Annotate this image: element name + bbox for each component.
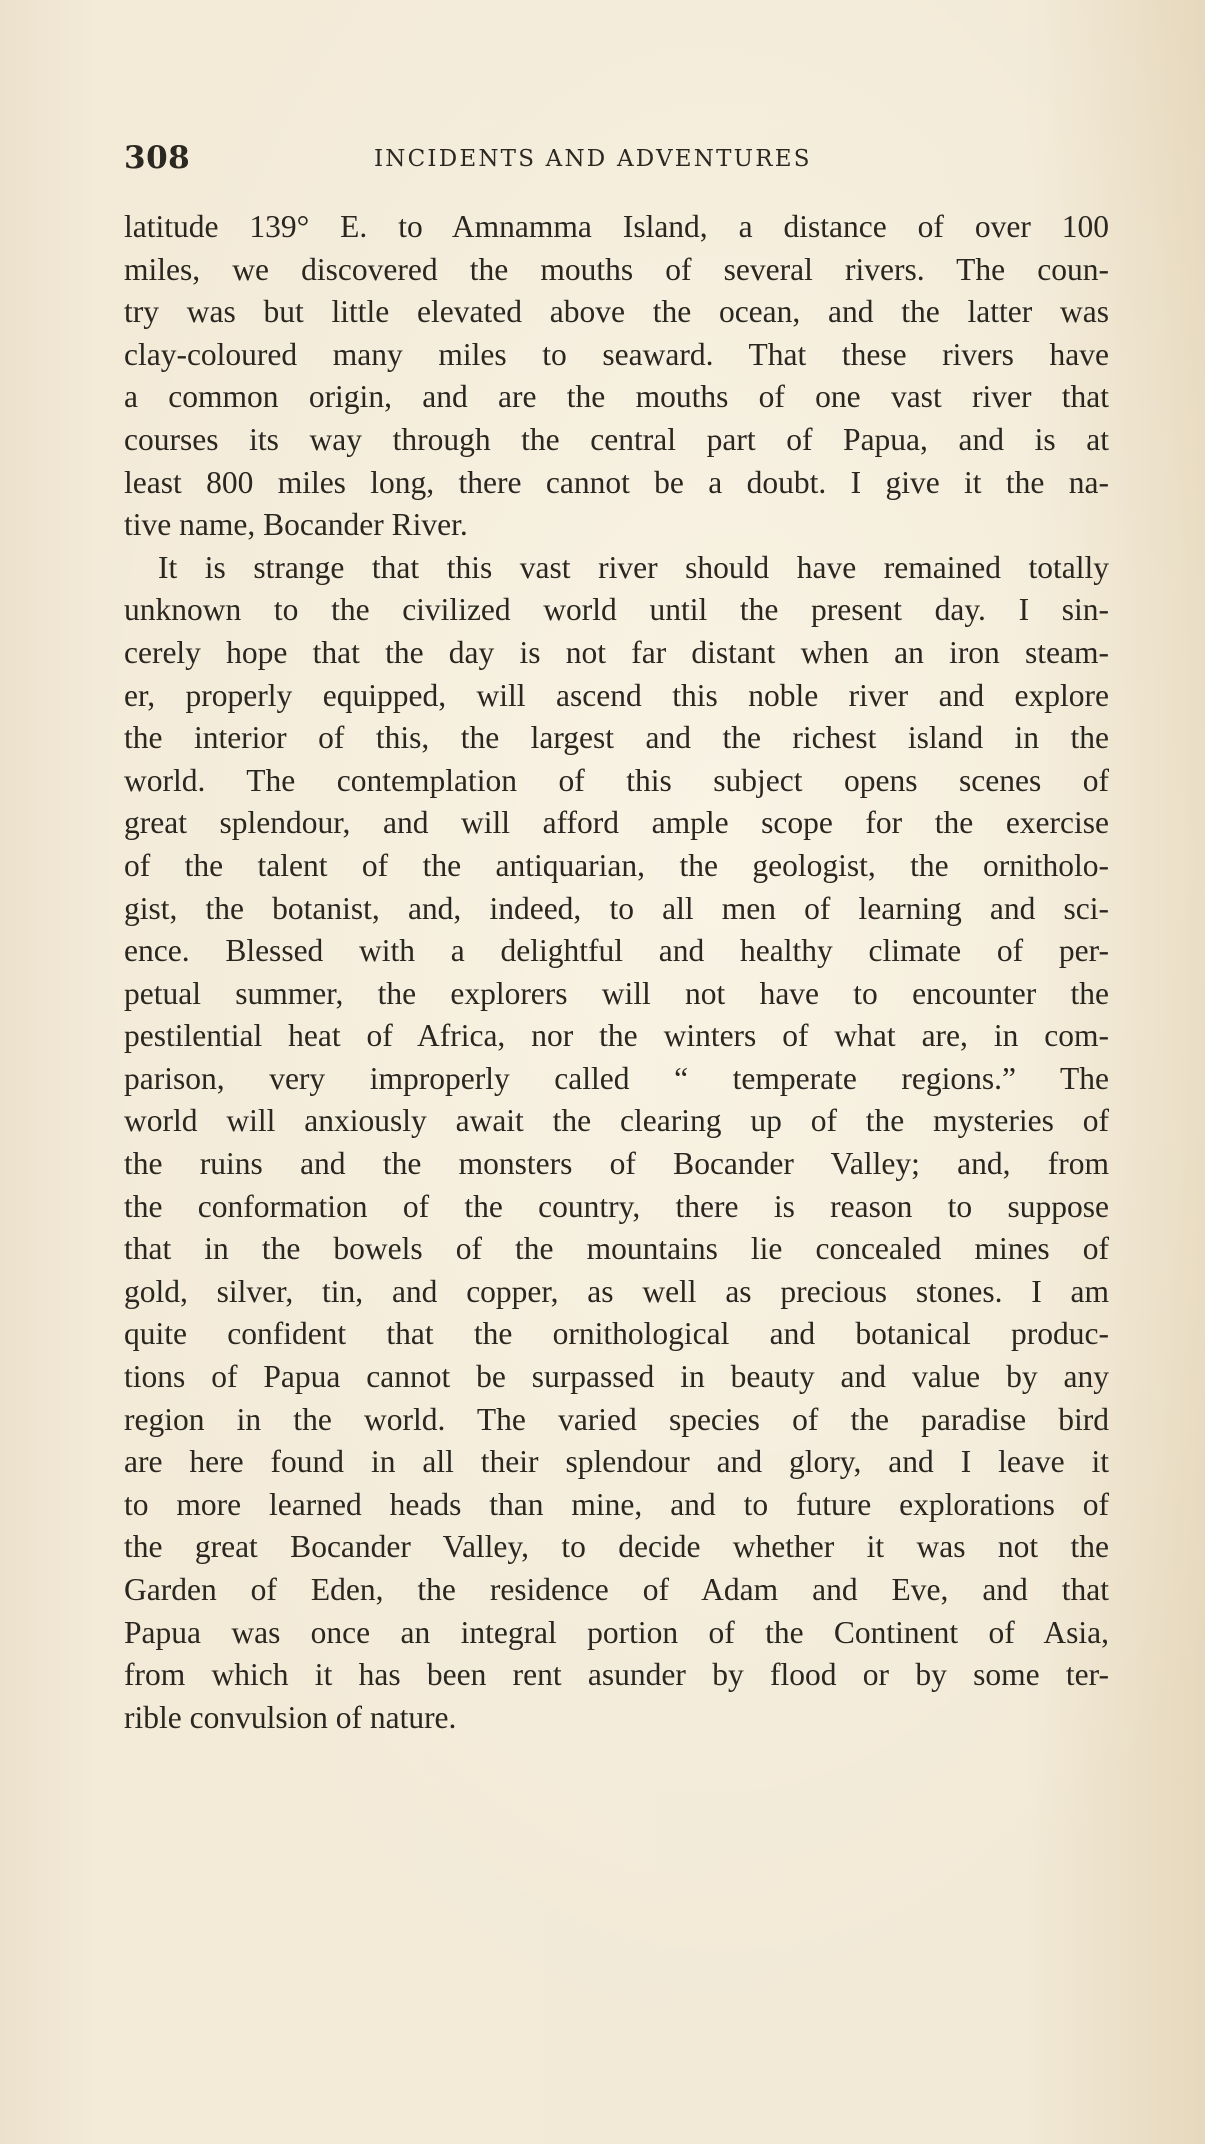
- text-line: the interior of this, the largest and the richest island in the: [124, 720, 1109, 756]
- text-line: unknown to the civilized world until the present day. I sin-: [124, 592, 1109, 628]
- text-line: It is strange that this vast river should have remained totally: [158, 549, 1109, 585]
- text-line: the conformation of the country, there is reason to suppose: [124, 1188, 1109, 1224]
- text-line: gist, the botanist, and, indeed, to all men of learning and sci-: [124, 890, 1109, 926]
- text-line: latitude 139° E. to Amnamma Island, a distance of over 100: [124, 209, 1109, 244]
- text-line: Garden of Eden, the residence of Adam and Eve, and that: [124, 1572, 1109, 1607]
- page-header: [124, 140, 864, 180]
- text-line: the great Bocander Valley, to decide whether it was not the: [124, 1529, 1109, 1565]
- text-line: ence. Blessed with a delightful and healthy climate of per-: [124, 933, 1109, 969]
- text-line: Papua was once an integral portion of the Continent of Asia,: [124, 1614, 1109, 1650]
- text-line: the ruins and the monsters of Bocander Valley; and, from: [124, 1146, 1109, 1182]
- text-line: tions of Papua cannot be surpassed in beauty and value by any: [124, 1359, 1109, 1395]
- text-line: pestilential heat of Africa, nor the winters of what are, in com-: [124, 1018, 1109, 1054]
- text-line: parison, very improperly called “ temperate regions.” The: [124, 1060, 1109, 1096]
- text-line: great splendour, and will afford ample scope for the exercise: [124, 805, 1109, 841]
- text-line: gold, silver, tin, and copper, as well as precious stones. I am: [124, 1273, 1109, 1309]
- text-line: clay-coloured many miles to seaward. That these rivers have: [124, 336, 1109, 372]
- text-line: tive name, Bocander River.: [124, 507, 468, 543]
- text-line: miles, we discovered the mouths of several rivers. The coun-: [124, 251, 1109, 287]
- text-line: petual summer, the explorers will not have to encounter the: [124, 975, 1109, 1011]
- text-line: are here found in all their splendour and glory, and I leave it: [124, 1444, 1109, 1480]
- text-line: cerely hope that the day is not far distant when an iron steam-: [124, 634, 1109, 670]
- body-text: [124, 206, 1109, 1739]
- page-number: 308: [124, 140, 191, 176]
- text-line: that in the bowels of the mountains lie concealed mines of: [124, 1231, 1109, 1267]
- paragraph-1: [124, 206, 1109, 547]
- text-line: region in the world. The varied species of the paradise bird: [124, 1401, 1109, 1437]
- text-line: from which it has been rent asunder by flood or by some ter-: [124, 1657, 1109, 1693]
- text-line: of the talent of the antiquarian, the geologist, the ornitholo-: [124, 847, 1109, 883]
- text-line: rible convulsion of nature.: [124, 1699, 457, 1735]
- text-line: world. The contemplation of this subject opens scenes of: [124, 762, 1109, 798]
- text-line: try was but little elevated above the ocean, and the latter was: [124, 294, 1109, 330]
- text-line: courses its way through the central part of Papua, and is at: [124, 421, 1109, 457]
- paragraph-2: [124, 547, 1109, 1740]
- text-line: least 800 miles long, there cannot be a doubt. I give it the na-: [124, 464, 1109, 500]
- text-line: a common origin, and are the mouths of one vast river that: [124, 379, 1109, 415]
- text-line: er, properly equipped, will ascend this noble river and explore: [124, 677, 1109, 713]
- text-line: to more learned heads than mine, and to future explorations of: [124, 1486, 1109, 1522]
- text-line: quite confident that the ornithological and botanical produc-: [124, 1316, 1109, 1352]
- text-line: world will anxiously await the clearing up of the mysteries of: [124, 1103, 1109, 1139]
- running-title: INCIDENTS AND ADVENTURES: [374, 146, 812, 172]
